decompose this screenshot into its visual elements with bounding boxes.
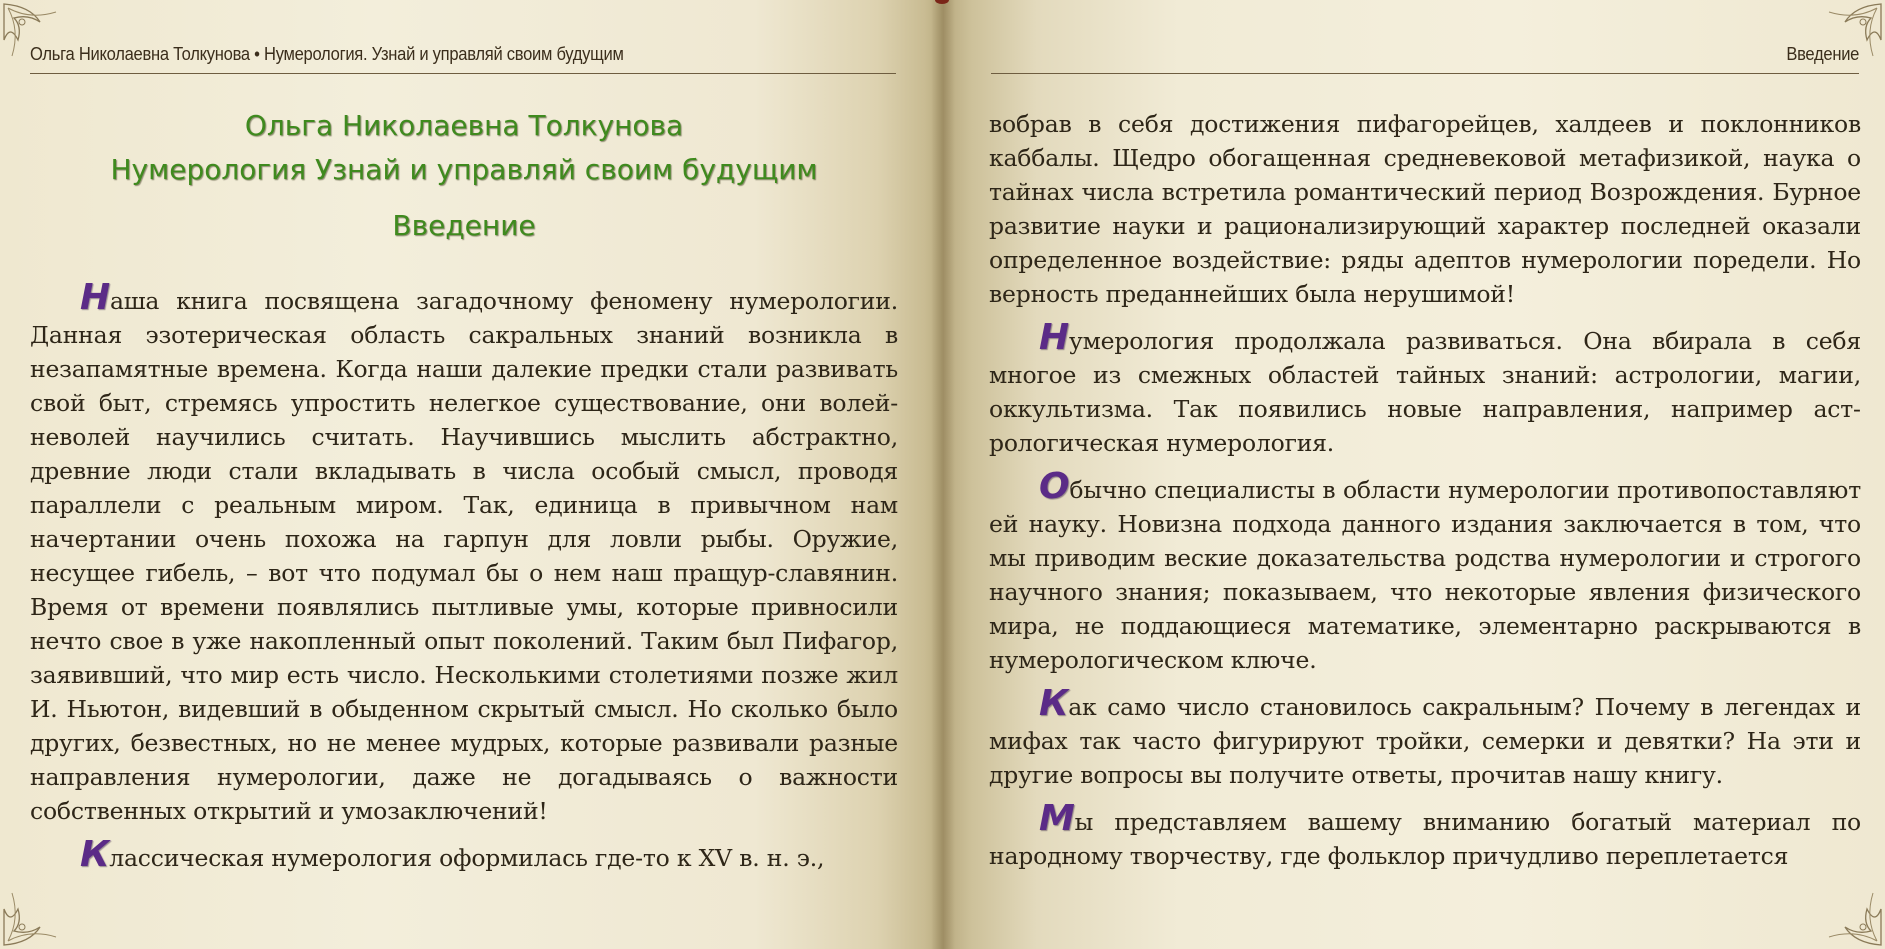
paragraph [30, 834, 898, 875]
corner-ornament-icon [1815, 879, 1885, 949]
drop-cap: Н [80, 277, 110, 318]
section-heading: Введение [392, 209, 536, 242]
paragraph-text: ы представляем вашему вниманию богатый материал по народному творчеству, где фольклор причудливо переплетается [989, 808, 1861, 870]
header-rule [991, 73, 1859, 74]
paragraph [989, 466, 1861, 677]
paragraph-text: ак само число становилось сакральным? Почему в легендах и мифах так часто фигурируют тройки, семерки и девятки? На эти и другие вопросы вы получите ответы, прочитав нашу книгу. [989, 693, 1861, 789]
book-title: Нумерология Узнай и управляй своим будущим [110, 153, 818, 186]
drop-cap: Н [1039, 317, 1069, 358]
chapter-title-block [30, 104, 898, 248]
running-title-left: Ольга Николаевна Толкунова • Нумерология. Узнай и управляй своим будущим [30, 44, 624, 64]
drop-cap: К [80, 834, 110, 875]
book-author: Ольга Николаевна Толкунова [244, 109, 684, 142]
paragraph-text: вобрав в себя достижения пифагорейцев, халдеев и поклонников каббалы. Щедро обогащенная средневековой метафизикой, наука о тайнах числа встретила романтический период Возрождения. Бурное развитие науки и рационализирующий характер последней оказали определенное воздействие: ряды адептов нумерологии поредели. Но верность преданнейших была нерушимой! [989, 110, 1861, 308]
paragraph-text: умерология продолжала развиваться. Она вбирала в себя многое из смежных областей тайных знаний: астрологии, магии, оккультизма. Так появились новые направления, например астрологическая нумерология. [989, 327, 1861, 457]
paragraph-text: бычно специалисты в области нумерологии противопоставляют ей науку. Новизна подхода данного издания заключается в том, что мы приводим веские доказательства родства нумерологии и строгого научного знания; показываем, что некоторые явления физического мира, не поддающиеся математике, элементарно раскрываются в нумерологическом ключе. [989, 476, 1861, 674]
drop-cap: К [1039, 683, 1069, 724]
drop-cap: М [1039, 798, 1075, 839]
paragraph [989, 107, 1861, 311]
right-page-body [989, 107, 1861, 886]
paragraph [989, 317, 1861, 460]
left-page-body [30, 277, 898, 888]
running-title-right: Введение [1786, 44, 1859, 64]
header-rule [30, 73, 896, 74]
paragraph-text: лассическая нумерология оформилась где-то к XV в. н. э., [109, 844, 825, 872]
paragraph [989, 683, 1861, 792]
paragraph [989, 798, 1861, 873]
drop-cap: О [1039, 466, 1070, 507]
corner-ornament-icon [0, 879, 70, 949]
paragraph [30, 277, 898, 828]
paragraph-text: аша книга посвящена загадочному феномену нумерологии. Данная эзотерическая область сакральных знаний возникла в незапамятные времена. Когда наши далекие предки стали развивать свой быт, стремясь упростить нелегкое существование, они волей-неволей научились считать. Научившись мыслить абстрактно, древние люди стали вкладывать в числа особый смысл, проводя параллели с реальным миром. Так, единица в привычном нам начертании очень похожа на гарпун для ловли рыбы. Оружие, несущее гибель, – вот что подумал бы о нем наш пращур-славянин. Время от времени появлялись пытливые умы, которые привносили нечто свое в уже накопленный опыт поколений. Таким был Пифагор, заявивший, что мир есть число. Несколькими столетиями позже жил И. Ньютон, видевший в обыденном скрытый смысл. Но сколько было других, безвестных, но не менее мудрых, которые развивали разные направления нумерологии, даже не догадываясь о важности собственных открытий и умозаключений! [30, 287, 898, 825]
